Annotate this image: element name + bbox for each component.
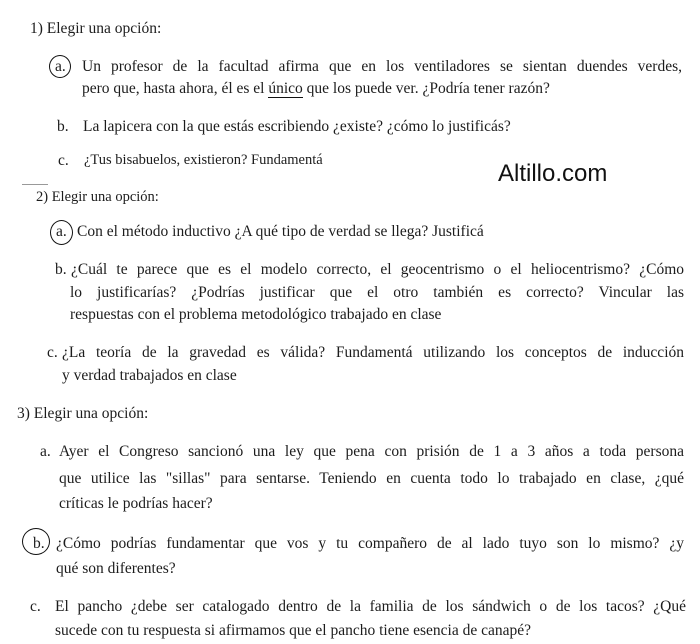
- q1-a-line1: Un profesor de la facultad afirma que en los ventiladores se sientan duendes verdes,: [82, 58, 682, 75]
- q3-a-line1: Ayer el Congreso sancionó una ley que pena con prisión de 1 a 3 años a toda persona: [59, 443, 684, 460]
- q2-b-label: b.: [55, 261, 67, 278]
- q2-a-label: a.: [56, 223, 67, 240]
- q3-b-line2: qué son diferentes?: [56, 560, 176, 577]
- q1-header: 1) Elegir una opción:: [30, 20, 162, 37]
- q3-c-line2: sucede con tu respuesta si afirmamos que el pancho tiene esencia de canapé?: [55, 622, 531, 639]
- q3-c-line1: El pancho ¿debe ser catalogado dentro de la familia de los sándwich o de los tacos? ¿Qué: [55, 598, 686, 615]
- q1-a-line2-pre: pero que, hasta ahora, él es el: [82, 80, 269, 97]
- q2-b-line2: lo justificarías? ¿Podrías justificar que el otro también es correcto? Vincular las: [70, 284, 684, 301]
- q3-c-label: c.: [30, 598, 41, 615]
- q1-a-line2-post: que los puede ver. ¿Podría tener razón?: [302, 80, 550, 97]
- q2-header: 2) Elegir una opción:: [36, 189, 159, 205]
- q3-b-line1: ¿Cómo podrías fundamentar que vos y tu compañero de al lado tuyo son lo mismo? ¿y: [56, 535, 684, 552]
- q1-b-label: b.: [57, 118, 69, 135]
- watermark-text: Altillo.com: [498, 160, 608, 187]
- q2-a-text: Con el método inductivo ¿A qué tipo de verdad se llega? Justificá: [77, 223, 484, 240]
- q1-a-line2: [82, 80, 550, 98]
- q2-c-line2: y verdad trabajados en clase: [62, 367, 237, 384]
- scan-mark: [22, 184, 48, 185]
- q3-a-label: a.: [40, 443, 51, 460]
- q2-c-line1: ¿La teoría de la gravedad es válida? Fundamentá utilizando los conceptos de inducción: [62, 344, 684, 361]
- q3-header: 3) Elegir una opción:: [17, 405, 149, 422]
- q2-c-label: c.: [47, 344, 58, 361]
- q3-b-label: b.: [33, 535, 45, 552]
- q1-a-underlined-word: único: [268, 80, 303, 97]
- q2-b-line3: respuestas con el problema metodológico trabajado en clase: [70, 306, 442, 323]
- q1-a-label: a.: [55, 58, 66, 75]
- q3-a-line3: críticas le podrías hacer?: [59, 495, 213, 512]
- q3-a-line2: que utilice las "sillas" para sentarse. Teniendo en cuenta todo lo trabajado en clase, ¿qué: [59, 470, 684, 487]
- q2-b-line1: ¿Cuál te parece que es el modelo correcto, el geocentrismo o el heliocentrismo? ¿Cómo: [71, 261, 684, 278]
- q1-b-text: La lapicera con la que estás escribiendo ¿existe? ¿cómo lo justificás?: [83, 118, 511, 135]
- q1-c-label: c.: [58, 152, 69, 169]
- q1-c-text: ¿Tus bisabuelos, existieron? Fundamentá: [84, 152, 323, 168]
